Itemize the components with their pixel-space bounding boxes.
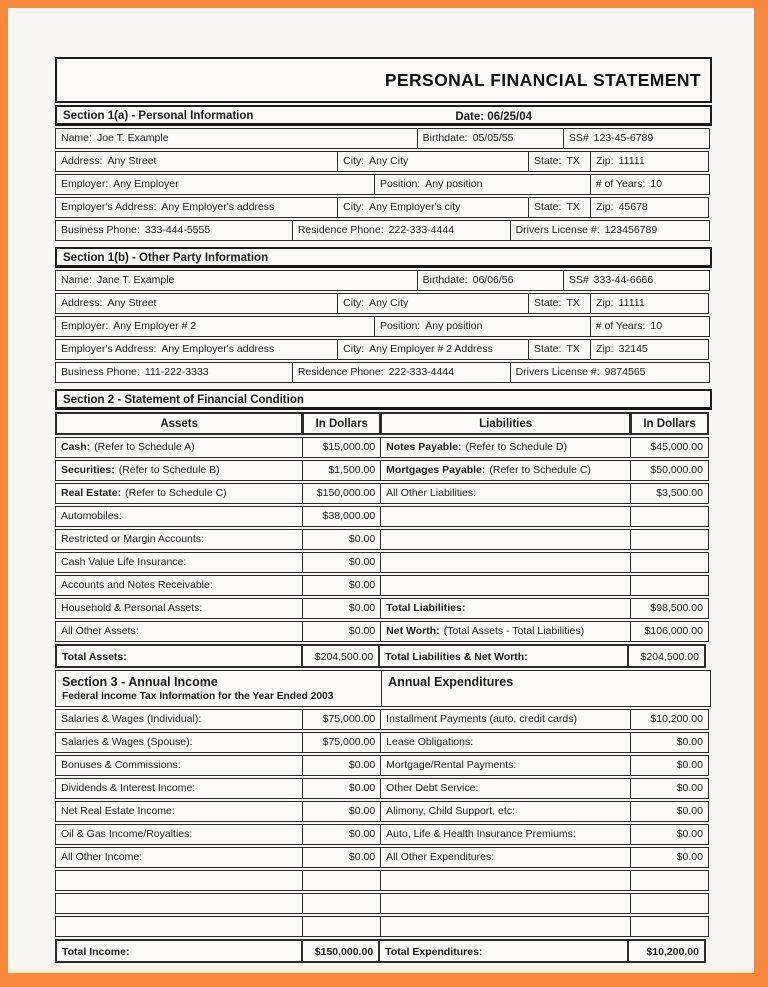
expenditure-label-cell: Alimony, Child Support, etc: bbox=[380, 801, 631, 822]
s1b-position-field bbox=[374, 316, 591, 337]
section-3-subheading-label: Federal Income Tax Information for the Year Ended 2003 bbox=[62, 691, 334, 702]
annual-expenditures-heading-cell bbox=[381, 670, 711, 707]
assets-in-dollars-header: In Dollars bbox=[302, 412, 381, 435]
s1a-state-label: State: bbox=[534, 155, 562, 167]
asset-label-cell bbox=[55, 483, 303, 504]
s2-row-securities bbox=[55, 460, 712, 481]
s1b-ssn-value: 333-44-6666 bbox=[593, 274, 654, 286]
s1a-address-value: Any Street bbox=[107, 155, 157, 167]
s1b-city-field bbox=[337, 293, 529, 314]
income-amount-cell: $0.00 bbox=[302, 824, 381, 845]
income-label-cell: All Other Income: bbox=[55, 847, 303, 868]
liability-amount-cell: $3,500.00 bbox=[630, 483, 709, 504]
s1b-address-label: Address: bbox=[61, 297, 103, 309]
s1b-employer-address-field bbox=[55, 339, 338, 360]
total-income-label: Total Income: bbox=[62, 946, 130, 958]
s1b-employer-city-label: City: bbox=[343, 343, 365, 355]
s1b-state-field bbox=[528, 293, 591, 314]
s1b-city-label: City: bbox=[343, 297, 365, 309]
s1a-residence-phone-label: Residence Phone: bbox=[297, 224, 384, 236]
s3-empty-row bbox=[55, 916, 712, 937]
income-label-cell: Salaries & Wages (Spouse): bbox=[55, 732, 303, 753]
s1a-row-employer-address bbox=[55, 197, 712, 218]
liability-label-cell bbox=[380, 621, 631, 642]
asset-amount-cell: $38,000.00 bbox=[302, 506, 381, 527]
liability-amount-cell bbox=[630, 506, 709, 527]
s1a-residence-phone-field bbox=[292, 220, 511, 241]
expenditure-label-cell: Other Debt Service: bbox=[380, 778, 631, 799]
s1a-ssn-field bbox=[563, 128, 710, 149]
asset-label-bold: Cash: bbox=[61, 441, 91, 453]
liability-amount-cell bbox=[630, 529, 709, 550]
liability-label-note: (Refer to Schedule D) bbox=[465, 441, 567, 453]
liability-label-cell bbox=[380, 437, 631, 458]
s3-row-dividends bbox=[55, 778, 712, 799]
income-amount-cell bbox=[302, 916, 381, 937]
liability-label-cell bbox=[380, 460, 631, 481]
income-label-cell: Bonuses & Commissions: bbox=[55, 755, 303, 776]
asset-label-note: (Refer to Schedule B) bbox=[118, 464, 220, 476]
asset-label-note: (Refer to Schedule C) bbox=[125, 487, 227, 499]
asset-label-cell bbox=[55, 437, 303, 458]
income-amount-cell: $75,000.00 bbox=[302, 732, 381, 753]
s1a-years-label: # of Years: bbox=[595, 178, 646, 190]
s1b-zip-label: Zip: bbox=[596, 297, 614, 309]
income-label-cell: Dividends & Interest Income: bbox=[55, 778, 303, 799]
s1b-drivers-license-value: 9874565 bbox=[604, 366, 646, 378]
liability-amount-cell: $45,000.00 bbox=[630, 437, 709, 458]
s1a-residence-phone-value: 222-333-4444 bbox=[388, 224, 455, 236]
s1b-employer-city-field bbox=[337, 339, 529, 360]
total-liabilities-net-worth-amount-cell: $204,500.00 bbox=[627, 644, 706, 668]
income-amount-cell: $0.00 bbox=[302, 847, 381, 868]
asset-label-cell: Automobiles: bbox=[55, 506, 303, 527]
expenditure-amount-cell: $0.00 bbox=[630, 801, 709, 822]
liability-label-cell bbox=[380, 552, 631, 573]
title-box bbox=[55, 57, 712, 103]
s1a-employer-city-label: City: bbox=[343, 201, 365, 213]
s1a-employer-field bbox=[55, 174, 375, 195]
s1a-employer-zip-label: Zip: bbox=[596, 201, 614, 213]
total-expenditures-label-cell bbox=[378, 939, 629, 963]
s1a-birthdate-value: 05/05/55 bbox=[472, 132, 514, 144]
income-amount-cell: $75,000.00 bbox=[302, 709, 381, 730]
s1a-employer-address-field bbox=[55, 197, 338, 218]
expenditure-amount-cell: $0.00 bbox=[630, 847, 709, 868]
s1b-row-employer bbox=[55, 316, 712, 337]
s2-row-automobiles bbox=[55, 506, 712, 527]
s1a-employer-state-value: TX bbox=[566, 201, 580, 213]
asset-label-cell: Restricted or Margin Accounts: bbox=[55, 529, 303, 550]
s1b-row-name bbox=[55, 270, 712, 291]
s1a-employer-city-value: Any Employer's city bbox=[369, 201, 461, 213]
expenditure-label-cell: Lease Obligations: bbox=[380, 732, 631, 753]
total-liabilities-net-worth-label-cell bbox=[378, 644, 629, 668]
s1a-employer-value: Any Employer bbox=[113, 178, 179, 190]
expenditure-label-cell: All Other Expenditures: bbox=[380, 847, 631, 868]
s1a-row-name bbox=[55, 128, 712, 149]
total-assets-amount-cell: $204,500.00 bbox=[301, 644, 380, 668]
s1a-business-phone-label: Business Phone: bbox=[61, 224, 140, 236]
s3-row-net-real-estate bbox=[55, 801, 712, 822]
s1b-position-label: Position: bbox=[379, 320, 421, 332]
s1b-years-label: # of Years: bbox=[595, 320, 646, 332]
liability-label-bold: Net Worth: bbox=[386, 625, 440, 637]
statement-date: Date: 06/25/04 bbox=[455, 111, 533, 123]
liability-label-cell bbox=[380, 483, 631, 504]
s1b-business-phone-label: Business Phone: bbox=[61, 366, 140, 378]
section-1a-heading bbox=[55, 105, 712, 126]
s1b-residence-phone-field bbox=[292, 362, 511, 383]
asset-amount-cell: $0.00 bbox=[302, 552, 381, 573]
expenditure-label-cell bbox=[380, 916, 631, 937]
expenditure-amount-cell: $0.00 bbox=[630, 824, 709, 845]
s1a-city-label: City: bbox=[343, 155, 365, 167]
s1b-employer-zip-value: 32145 bbox=[618, 343, 648, 355]
liability-label-cell bbox=[380, 598, 631, 619]
asset-label-cell bbox=[55, 460, 303, 481]
s1b-ssn-label: SS# bbox=[568, 274, 589, 286]
s1a-row-phones bbox=[55, 220, 712, 241]
asset-amount-cell: $150,000.00 bbox=[302, 483, 381, 504]
expenditure-label-cell bbox=[380, 893, 631, 914]
page-title: PERSONAL FINANCIAL STATEMENT bbox=[384, 69, 701, 90]
s1a-employer-label: Employer: bbox=[61, 178, 109, 190]
liability-label-note: (Total Assets - Total Liabilities) bbox=[443, 625, 585, 637]
s1a-name-value: Joe T. Example bbox=[96, 132, 169, 144]
s1b-employer-address-label: Employer's Address: bbox=[61, 343, 157, 355]
income-amount-cell: $0.00 bbox=[302, 801, 381, 822]
s1b-birthdate-label: Birthdate: bbox=[422, 274, 468, 286]
asset-amount-cell: $15,000.00 bbox=[302, 437, 381, 458]
s1a-city-value: Any City bbox=[369, 155, 409, 167]
income-label-cell: Oil & Gas Income/Royalties: bbox=[55, 824, 303, 845]
liability-label-bold: Total Liabilities: bbox=[386, 602, 466, 614]
s1b-drivers-license-field bbox=[510, 362, 710, 383]
s1a-employer-address-label: Employer's Address: bbox=[61, 201, 157, 213]
asset-label-cell: Household & Personal Assets: bbox=[55, 598, 303, 619]
section-1b-heading-label: Section 1(b) - Other Party Information bbox=[63, 252, 269, 264]
income-amount-cell bbox=[302, 893, 381, 914]
section-2-heading bbox=[55, 389, 712, 410]
s2-row-notes-receivable bbox=[55, 575, 712, 596]
s1a-zip-label: Zip: bbox=[596, 155, 614, 167]
s1b-birthdate-value: 06/06/56 bbox=[472, 274, 514, 286]
document-page bbox=[8, 8, 754, 973]
s1a-row-address bbox=[55, 151, 712, 172]
s1a-business-phone-value: 333-444-5555 bbox=[144, 224, 211, 236]
liability-amount-cell: $98,500.00 bbox=[630, 598, 709, 619]
asset-amount-cell: $0.00 bbox=[302, 529, 381, 550]
section-3-income-heading-cell bbox=[55, 670, 382, 707]
s3-row-all-other-income bbox=[55, 847, 712, 868]
expenditure-amount-cell: $0.00 bbox=[630, 732, 709, 753]
liability-label-note: All Other Liabilities: bbox=[386, 487, 477, 499]
s1b-name-label: Name: bbox=[61, 274, 92, 286]
liability-label-cell bbox=[380, 506, 631, 527]
s1a-years-value: 10 bbox=[650, 178, 663, 190]
s1a-ssn-label: SS# bbox=[568, 132, 589, 144]
s1b-business-phone-field bbox=[55, 362, 293, 383]
s1b-ssn-field bbox=[563, 270, 710, 291]
s1a-city-field bbox=[337, 151, 529, 172]
s1b-employer-zip-field bbox=[590, 339, 709, 360]
liability-label-cell bbox=[380, 529, 631, 550]
expenditure-amount-cell bbox=[630, 870, 709, 891]
s1b-address-field bbox=[55, 293, 338, 314]
income-label-cell bbox=[55, 870, 303, 891]
s1b-zip-value: 11111 bbox=[618, 297, 645, 309]
assets-column-header: Assets bbox=[55, 412, 303, 435]
s1b-employer-field bbox=[55, 316, 375, 337]
s1b-row-address bbox=[55, 293, 712, 314]
liability-amount-cell: $106,000.00 bbox=[630, 621, 709, 642]
s2-totals-row bbox=[55, 644, 712, 668]
total-income-amount-cell: $150,000.00 bbox=[301, 939, 380, 963]
income-amount-cell bbox=[302, 870, 381, 891]
s1b-employer-state-label: State: bbox=[534, 343, 562, 355]
s1b-drivers-license-label: Drivers License #: bbox=[515, 366, 600, 378]
income-label-cell: Net Real Estate Income: bbox=[55, 801, 303, 822]
asset-label-bold: Real Estate: bbox=[61, 487, 122, 499]
s1b-employer-state-field bbox=[528, 339, 591, 360]
s2-row-all-other-assets bbox=[55, 621, 712, 642]
s2-header-row bbox=[55, 412, 712, 435]
s1b-row-employer-address bbox=[55, 339, 712, 360]
s1b-employer-address-value: Any Employer's address bbox=[161, 343, 275, 355]
s1a-row-employer bbox=[55, 174, 712, 195]
liability-label-note: (Refer to Schedule C) bbox=[489, 464, 591, 476]
s3-row-salaries-individual bbox=[55, 709, 712, 730]
s3-empty-row bbox=[55, 893, 712, 914]
liabilities-in-dollars-header: In Dollars bbox=[630, 412, 709, 435]
s1b-residence-phone-label: Residence Phone: bbox=[297, 366, 384, 378]
s1a-employer-zip-value: 45678 bbox=[618, 201, 648, 213]
s1a-employer-address-value: Any Employer's address bbox=[161, 201, 275, 213]
s1a-birthdate-label: Birthdate: bbox=[422, 132, 468, 144]
s1a-state-field bbox=[528, 151, 591, 172]
expenditure-label-cell: Auto, Life & Health Insurance Premiums: bbox=[380, 824, 631, 845]
s1b-years-field bbox=[590, 316, 710, 337]
s1a-name-label: Name: bbox=[61, 132, 92, 144]
s1b-city-value: Any City bbox=[369, 297, 409, 309]
s3-empty-row bbox=[55, 870, 712, 891]
asset-amount-cell: $0.00 bbox=[302, 575, 381, 596]
income-label-cell bbox=[55, 916, 303, 937]
s1a-employer-city-field bbox=[337, 197, 529, 218]
asset-amount-cell: $0.00 bbox=[302, 598, 381, 619]
s1a-state-value: TX bbox=[566, 155, 580, 167]
liability-amount-cell bbox=[630, 575, 709, 596]
s1b-years-value: 10 bbox=[650, 320, 663, 332]
s1b-zip-field bbox=[590, 293, 709, 314]
asset-label-note: (Refer to Schedule A) bbox=[94, 441, 195, 453]
income-amount-cell: $0.00 bbox=[302, 778, 381, 799]
s1b-business-phone-value: 111-222-3333 bbox=[144, 366, 209, 378]
s1b-employer-value: Any Employer # 2 bbox=[113, 320, 197, 332]
s1a-drivers-license-label: Drivers License #: bbox=[515, 224, 600, 236]
section-2-heading-label: Section 2 - Statement of Financial Condition bbox=[63, 394, 304, 406]
liability-label-bold: Mortgages Payable: bbox=[386, 464, 486, 476]
section-1a-heading-label: Section 1(a) - Personal Information bbox=[63, 110, 254, 122]
asset-label-cell: Cash Value Life Insurance: bbox=[55, 552, 303, 573]
s1b-address-value: Any Street bbox=[107, 297, 157, 309]
liabilities-column-header: Liabilities bbox=[380, 412, 631, 435]
s1a-employer-zip-field bbox=[590, 197, 709, 218]
s1a-business-phone-field bbox=[55, 220, 293, 241]
asset-amount-cell: $1,500.00 bbox=[302, 460, 381, 481]
s1a-ssn-value: 123-45-6789 bbox=[593, 132, 654, 144]
s1b-row-phones bbox=[55, 362, 712, 383]
expenditure-amount-cell bbox=[630, 893, 709, 914]
s1b-residence-phone-value: 222-333-4444 bbox=[388, 366, 455, 378]
s2-row-life-insurance bbox=[55, 552, 712, 573]
expenditure-label-cell: Mortgage/Rental Payments: bbox=[380, 755, 631, 776]
s1a-years-field bbox=[590, 174, 710, 195]
income-amount-cell: $0.00 bbox=[302, 755, 381, 776]
s1b-state-value: TX bbox=[566, 297, 580, 309]
liability-label-cell bbox=[380, 575, 631, 596]
s2-row-household-assets bbox=[55, 598, 712, 619]
s1b-employer-label: Employer: bbox=[61, 320, 109, 332]
s1a-position-field bbox=[374, 174, 591, 195]
s1a-employer-state-label: State: bbox=[534, 201, 562, 213]
expenditure-amount-cell: $10,200.00 bbox=[630, 709, 709, 730]
total-expenditures-label: Total Expenditures: bbox=[385, 946, 483, 958]
financial-statement-form bbox=[55, 57, 712, 963]
expenditure-label-cell: Installment Payments (auto, credit cards) bbox=[380, 709, 631, 730]
liability-amount-cell bbox=[630, 552, 709, 573]
s3-row-salaries-spouse bbox=[55, 732, 712, 753]
s1a-zip-field bbox=[590, 151, 709, 172]
section-3-heading-label: Section 3 - Annual Income bbox=[62, 675, 218, 689]
s1b-name-value: Jane T. Example bbox=[96, 274, 175, 286]
s1a-position-label: Position: bbox=[379, 178, 421, 190]
s1a-zip-value: 11111 bbox=[618, 155, 645, 167]
s2-row-cash bbox=[55, 437, 712, 458]
section-1b-heading bbox=[55, 247, 712, 268]
total-liabilities-net-worth-label: Total Liabilities & Net Worth: bbox=[385, 651, 528, 663]
asset-amount-cell: $0.00 bbox=[302, 621, 381, 642]
annual-expenditures-heading-label: Annual Expenditures bbox=[388, 675, 514, 689]
s1b-state-label: State: bbox=[534, 297, 562, 309]
s2-row-restricted-accounts bbox=[55, 529, 712, 550]
s3-row-bonuses bbox=[55, 755, 712, 776]
s1b-employer-zip-label: Zip: bbox=[596, 343, 614, 355]
s1a-address-field bbox=[55, 151, 338, 172]
section-3-heading-row bbox=[55, 670, 712, 707]
s1a-position-value: Any position bbox=[425, 178, 483, 190]
expenditure-label-cell bbox=[380, 870, 631, 891]
s1a-name-field bbox=[55, 128, 418, 149]
total-expenditures-amount-cell: $10,200.00 bbox=[627, 939, 706, 963]
asset-label-cell: All Other Assets: bbox=[55, 621, 303, 642]
liability-label-bold: Notes Payable: bbox=[386, 441, 462, 453]
s1b-position-value: Any position bbox=[425, 320, 483, 332]
total-assets-label-cell bbox=[55, 644, 303, 668]
s1a-drivers-license-value: 123456789 bbox=[604, 224, 658, 236]
expenditure-amount-cell: $0.00 bbox=[630, 778, 709, 799]
s1b-employer-city-value: Any Employer # 2 Address bbox=[369, 343, 493, 355]
s1a-address-label: Address: bbox=[61, 155, 103, 167]
s1a-birthdate-field bbox=[417, 128, 564, 149]
total-assets-label: Total Assets: bbox=[62, 651, 127, 663]
total-income-label-cell bbox=[55, 939, 303, 963]
s1b-employer-state-value: TX bbox=[566, 343, 580, 355]
s1a-drivers-license-field bbox=[510, 220, 710, 241]
income-label-cell: Salaries & Wages (Individual): bbox=[55, 709, 303, 730]
expenditure-amount-cell: $0.00 bbox=[630, 755, 709, 776]
s3-totals-row bbox=[55, 939, 712, 963]
s2-row-real-estate bbox=[55, 483, 712, 504]
s1b-birthdate-field bbox=[417, 270, 564, 291]
asset-label-bold: Securities: bbox=[61, 464, 115, 476]
income-label-cell bbox=[55, 893, 303, 914]
liability-amount-cell: $50,000.00 bbox=[630, 460, 709, 481]
expenditure-amount-cell bbox=[630, 916, 709, 937]
s1b-name-field bbox=[55, 270, 418, 291]
s1a-employer-state-field bbox=[528, 197, 591, 218]
s3-row-oil-gas bbox=[55, 824, 712, 845]
asset-label-cell: Accounts and Notes Receivable: bbox=[55, 575, 303, 596]
